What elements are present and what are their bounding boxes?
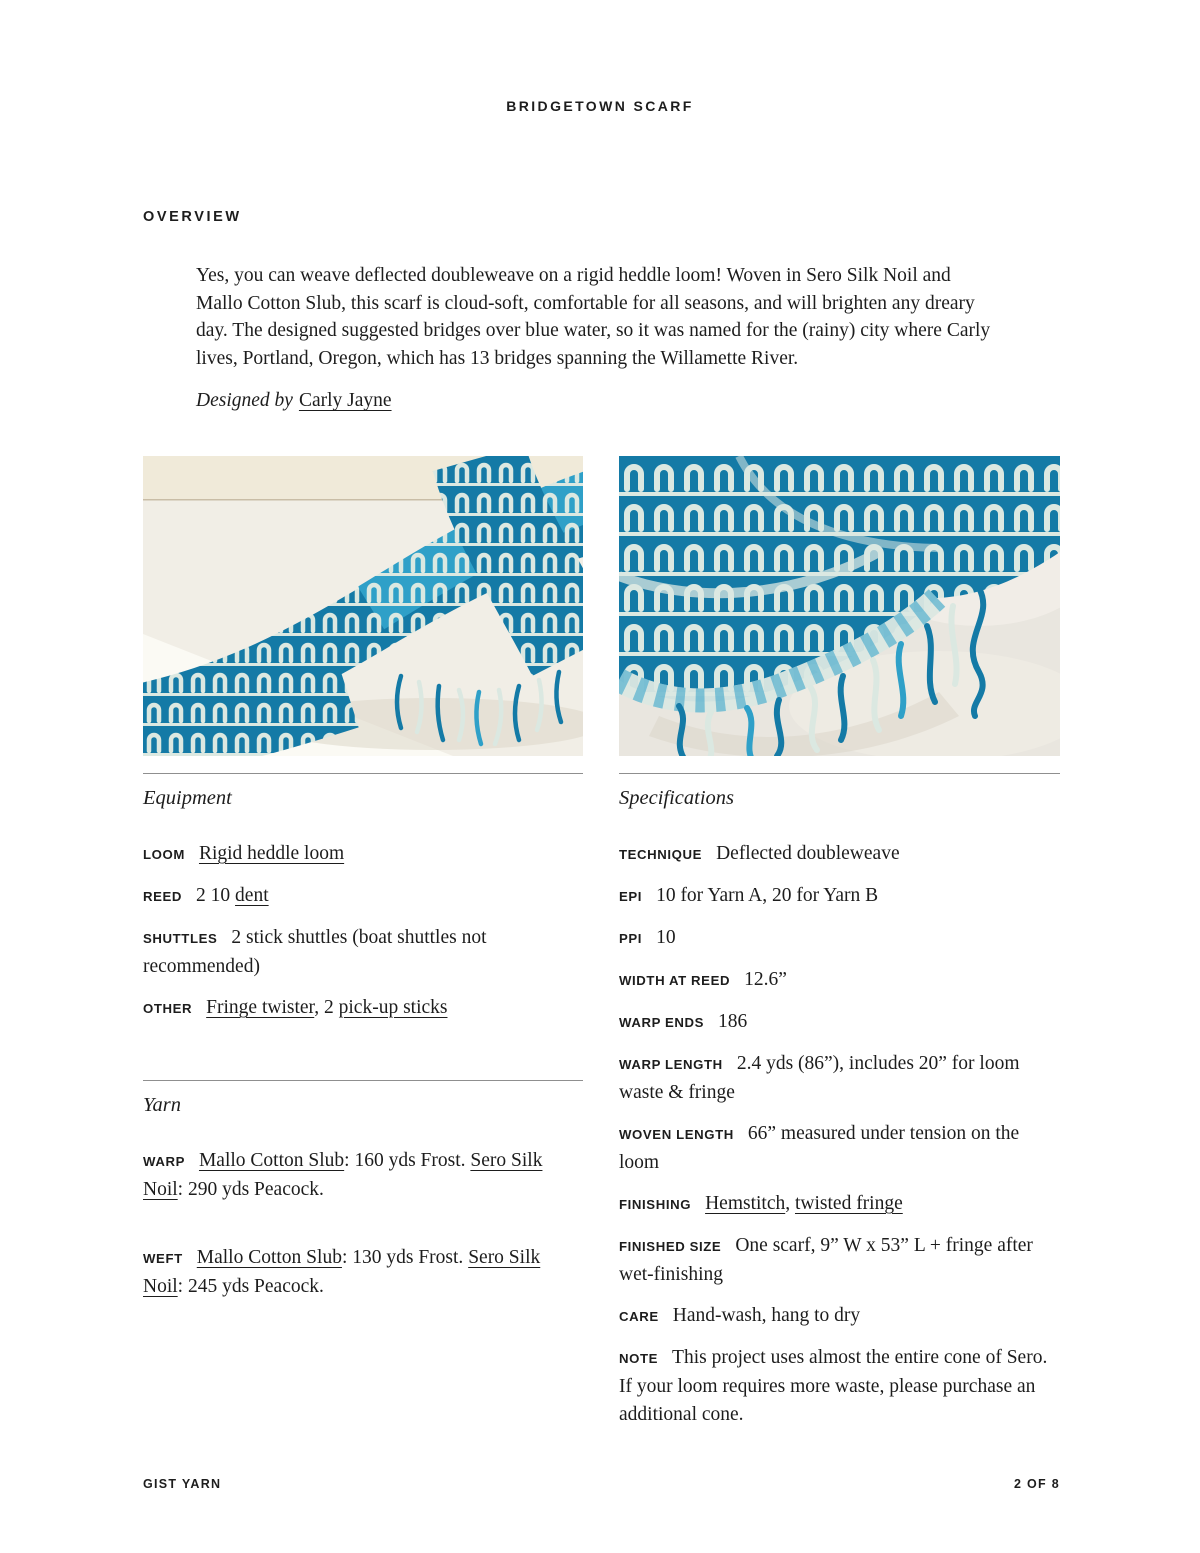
footer-page-number: 2 OF 8 — [1013, 1477, 1060, 1491]
inline-text: Deflected doubleweave — [716, 842, 900, 864]
designed-by-line — [196, 387, 1060, 415]
spec-row-warp-length — [619, 1050, 1060, 1107]
inline-link[interactable]: Fringe twister — [206, 996, 315, 1018]
doc-title: BRIDGETOWN SCARF — [506, 98, 694, 114]
overview-heading: OVERVIEW — [143, 209, 242, 225]
equipment-row-shuttles — [143, 924, 583, 981]
inline-link[interactable]: pick-up sticks — [338, 996, 448, 1018]
spec-row-note — [619, 1344, 1060, 1429]
equipment-row-loom — [143, 840, 583, 869]
finished-size-label: FINISHED SIZE — [619, 1238, 722, 1254]
technique-value — [716, 843, 900, 864]
epi-label: EPI — [619, 888, 643, 904]
width-at-reed-label: WIDTH AT REED — [619, 972, 731, 988]
inline-text: , 2 — [314, 996, 339, 1018]
warp-label: WARP — [143, 1153, 185, 1169]
spec-row-ppi — [619, 924, 1060, 953]
spec-row-technique — [619, 840, 1060, 869]
inline-text: : 290 yds Peacock. — [177, 1178, 324, 1200]
spec-row-woven-length — [619, 1120, 1060, 1177]
inline-text: : 160 yds Frost. — [344, 1149, 471, 1171]
inline-link[interactable]: Rigid heddle loom — [198, 842, 345, 864]
spec-row-finishing — [619, 1190, 1060, 1219]
specifications-divider — [619, 773, 1060, 774]
inline-text: This project uses almost the entire cone of Sero. If your loom requires more waste, please purchase an additional cone. — [619, 1346, 1048, 1425]
inline-text: 186 — [718, 1010, 748, 1032]
inline-text: One scarf, 9” W x 53” L + fringe after wet-finishing — [619, 1234, 1033, 1285]
shuttles-label: SHUTTLES — [143, 930, 218, 946]
inline-link[interactable]: Sero Silk Noil — [143, 1149, 543, 1200]
other-label: OTHER — [143, 1000, 193, 1016]
inline-text: 2 10 — [196, 884, 236, 906]
page-footer — [143, 1477, 1060, 1492]
spec-row-care — [619, 1302, 1060, 1331]
spec-row-warp-ends — [619, 1008, 1060, 1037]
inline-text: 12.6” — [744, 968, 787, 990]
inline-text: : 245 yds Peacock. — [177, 1275, 324, 1297]
note-label: NOTE — [619, 1350, 659, 1366]
warp-length-label: WARP LENGTH — [619, 1056, 723, 1072]
equipment-row-other — [143, 994, 583, 1023]
inline-text: : 130 yds Frost. — [341, 1246, 469, 1268]
overview-paragraph: Yes, you can weave deflected doubleweave on a rigid heddle loom! Woven in Sero Silk Noil and Mallo Cotton Slub, this scarf is cloud-soft, comfortable for all seasons, and will brighten any dreary day. The designed suggested bridges over blue water, so it was named for the (rainy) city where Carly lives, Portland, Oregon, which has 13 bridges spanning the Willamette River. — [196, 265, 991, 369]
inline-text: 10 — [656, 926, 676, 948]
weft-value — [143, 1247, 540, 1297]
care-value — [673, 1305, 860, 1326]
inline-text: 2 stick shuttles (boat shuttles not recommended) — [143, 926, 487, 977]
inline-text: Hand-wash, hang to dry — [672, 1304, 861, 1326]
spec-row-width-at-reed — [619, 966, 1060, 995]
footer-brand: GIST YARN — [143, 1477, 222, 1491]
scarf-photo-overview — [143, 456, 583, 756]
weft-label: WEFT — [143, 1250, 183, 1266]
spec-row-epi — [619, 882, 1060, 911]
ppi-label: PPI — [619, 930, 643, 946]
epi-value — [656, 885, 878, 906]
spec-row-finished-size — [619, 1232, 1060, 1289]
warp-ends-label: WARP ENDS — [619, 1014, 705, 1030]
warp-ends-value — [718, 1011, 747, 1032]
reed-label: REED — [143, 888, 183, 904]
equipment-divider — [143, 773, 583, 774]
width-at-reed-value — [744, 969, 787, 990]
specifications-heading: Specifications — [619, 786, 735, 809]
inline-link[interactable]: Sero Silk Noil — [143, 1246, 541, 1297]
yarn-divider — [143, 1080, 583, 1081]
inline-link[interactable]: Mallo Cotton Slub — [196, 1246, 342, 1268]
inline-link[interactable]: dent — [235, 884, 269, 906]
yarn-row-warp — [143, 1147, 583, 1204]
other-value — [206, 997, 447, 1018]
inline-text: , — [785, 1192, 795, 1214]
warp-value — [143, 1150, 542, 1200]
inline-link[interactable]: Mallo Cotton Slub — [198, 1149, 345, 1171]
inline-link[interactable]: twisted fringe — [794, 1192, 903, 1214]
technique-label: TECHNIQUE — [619, 846, 703, 862]
care-label: CARE — [619, 1308, 659, 1324]
equipment-heading: Equipment — [143, 786, 232, 809]
ppi-value — [656, 927, 676, 948]
designer-link[interactable]: Carly Jayne — [298, 390, 392, 411]
scarf-photo-closeup — [619, 456, 1060, 756]
finishing-value — [705, 1193, 903, 1214]
designed-by-prefix: Designed by — [196, 390, 293, 411]
reed-value — [196, 885, 269, 906]
loom-value — [199, 843, 344, 864]
equipment-row-reed — [143, 882, 583, 911]
woven-length-label: WOVEN LENGTH — [619, 1126, 734, 1142]
inline-text: 2.4 yds (86”), includes 20” for loom waste & fringe — [619, 1052, 1020, 1103]
yarn-heading: Yarn — [143, 1093, 181, 1116]
note-value — [619, 1347, 1047, 1425]
yarn-row-weft — [143, 1244, 583, 1301]
loom-label: LOOM — [143, 846, 185, 862]
inline-link[interactable]: Hemstitch — [705, 1192, 786, 1214]
inline-text: 10 for Yarn A, 20 for Yarn B — [656, 884, 879, 906]
inline-text: 66” measured under tension on the loom — [619, 1122, 1020, 1173]
finishing-label: FINISHING — [619, 1196, 692, 1212]
